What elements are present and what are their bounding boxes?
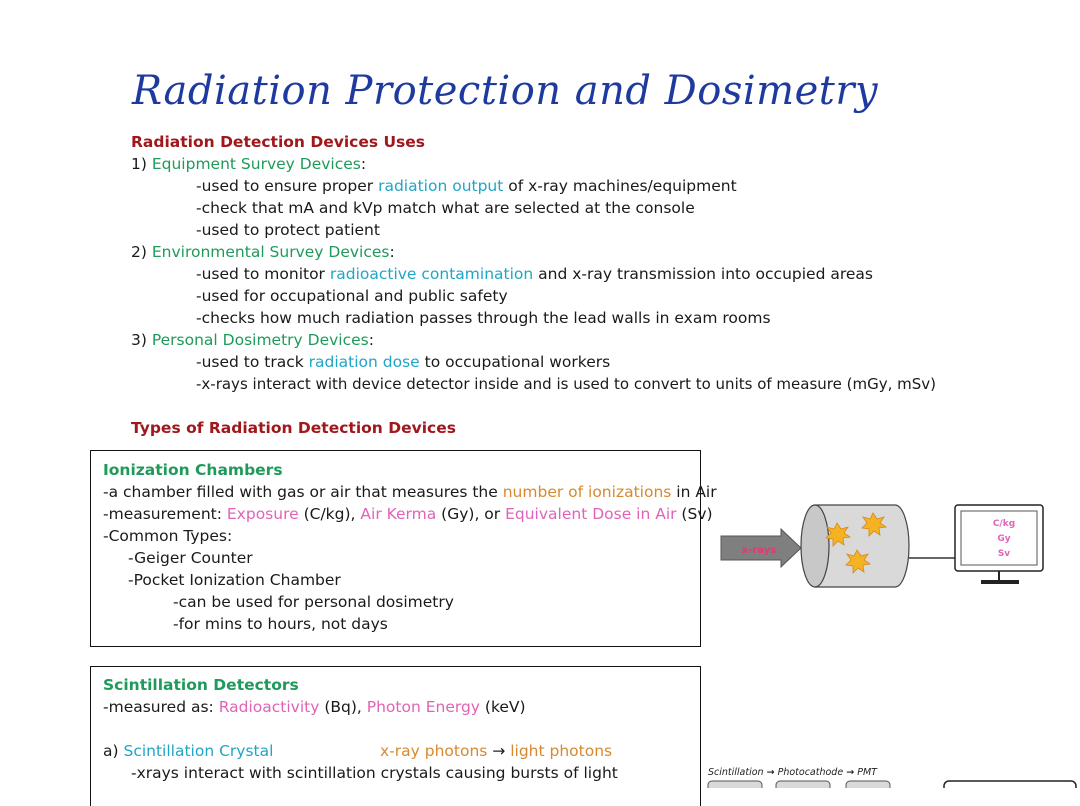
item-name: Environmental Survey Devices xyxy=(151,243,390,261)
scintillation-conversion xyxy=(380,741,612,761)
scintillation-heading: Scintillation Detectors xyxy=(103,676,299,694)
unit: (C/kg), xyxy=(298,505,361,523)
uses-item-2-bullet-1 xyxy=(196,264,873,284)
scint-crystal-shape xyxy=(708,781,762,788)
caption-scintillation: Scintillation xyxy=(708,767,764,778)
text: -measurement: xyxy=(103,505,227,523)
item-colon: : xyxy=(389,243,395,261)
ionization-line-2 xyxy=(103,504,713,524)
uses-item-2 xyxy=(131,242,395,262)
item-colon: : xyxy=(360,155,367,173)
text-end: in Air xyxy=(671,483,717,501)
monitor-stand xyxy=(981,580,1019,584)
scintillation-line-1 xyxy=(103,697,526,717)
from-label: x-ray photons xyxy=(380,742,488,760)
item-name: Equipment Survey Devices xyxy=(151,155,361,173)
uses-item-2-bullet-2: -used for occupational and public safety xyxy=(196,287,508,305)
uses-item-3 xyxy=(131,330,374,350)
xray-arrow-label: x-rays xyxy=(741,545,777,556)
bullet-text: -used to ensure proper xyxy=(196,177,379,195)
unit: (Gy), or xyxy=(436,505,506,523)
types-heading: Types of Radiation Detection Devices xyxy=(131,419,456,437)
exposure-label: Exposure xyxy=(226,505,299,523)
air-kerma-label: Air Kerma xyxy=(360,505,437,523)
text: -measured as: xyxy=(103,698,219,716)
ionization-line-6: -can be used for personal dosimetry xyxy=(173,593,454,611)
unit: (Sv) xyxy=(676,505,713,523)
scint-diagram-shapes xyxy=(700,778,1080,788)
scintillation-crystal-desc: -xrays interact with scintillation crystals causing bursts of light xyxy=(131,764,618,782)
ionization-diagram xyxy=(715,495,1080,595)
item-colon: : xyxy=(368,331,374,349)
ionization-line-7: -for mins to hours, not days xyxy=(173,615,388,633)
equiv-dose-label: Equivalent Dose in Air xyxy=(505,505,677,523)
crystal-name: Scintillation Crystal xyxy=(123,742,274,760)
item-number: 2) xyxy=(131,243,152,261)
bullet-text-end: and x-ray transmission into occupied areas xyxy=(533,265,873,283)
uses-heading: Radiation Detection Devices Uses xyxy=(131,133,426,151)
monitor-unit-2: Gy xyxy=(997,534,1011,544)
caption-photocathode: Photocathode xyxy=(777,767,844,778)
unit: (Bq), xyxy=(319,698,367,716)
bullet-text: -used to monitor xyxy=(196,265,330,283)
bullet-highlight: radiation output xyxy=(378,177,504,195)
arrow-right-icon: → xyxy=(846,767,855,778)
item-number: 1) xyxy=(131,155,152,173)
text: -a chamber filled with gas or air that measures the xyxy=(103,483,503,501)
output-monitor-shape xyxy=(944,781,1076,788)
photocathode-shape xyxy=(776,781,830,788)
highlight: number of ionizations xyxy=(502,483,672,501)
caption-pmt: PMT xyxy=(857,767,877,778)
ionization-heading: Ionization Chambers xyxy=(103,461,283,479)
bullet-text-end: of x-ray machines/equipment xyxy=(503,177,737,195)
monitor-unit-1: C/kg xyxy=(992,519,1016,529)
uses-item-1-bullet-1 xyxy=(196,176,737,196)
uses-item-1 xyxy=(131,154,366,174)
radioactivity-label: Radioactivity xyxy=(218,698,320,716)
bullet-text-end: to occupational workers xyxy=(419,353,611,371)
arrow-right-icon: → xyxy=(766,767,775,778)
pmt-shape xyxy=(846,781,890,788)
item-name: Personal Dosimetry Devices xyxy=(151,331,369,349)
arrow-right-icon: → xyxy=(492,742,506,760)
chamber-end xyxy=(801,505,829,587)
to-label: light photons xyxy=(510,742,613,760)
scintillation-crystal-line xyxy=(103,741,273,761)
ionization-line-4: -Geiger Counter xyxy=(128,549,253,567)
ionization-line-3: -Common Types: xyxy=(103,527,233,545)
page-title: Radiation Protection and Dosimetry xyxy=(132,68,879,114)
unit: (keV) xyxy=(479,698,526,716)
monitor-unit-3: Sv xyxy=(997,549,1011,559)
item-number: 3) xyxy=(131,331,152,349)
ionization-line-1 xyxy=(103,482,717,502)
photon-energy-label: Photon Energy xyxy=(366,698,480,716)
bullet-highlight: radiation dose xyxy=(308,353,420,371)
uses-item-3-bullet-2: -x-rays interact with device detector inside and is used to convert to units of measure (mGy, mSv) xyxy=(196,375,936,393)
bullet-text: -used to track xyxy=(196,353,309,371)
bullet-highlight: radioactive contamination xyxy=(329,265,534,283)
item-number: a) xyxy=(103,742,124,760)
uses-item-3-bullet-1 xyxy=(196,352,610,372)
uses-item-2-bullet-3: -checks how much radiation passes through the lead walls in exam rooms xyxy=(196,309,771,327)
uses-item-1-bullet-2: -check that mA and kVp match what are selected at the console xyxy=(196,199,695,217)
uses-item-1-bullet-3: -used to protect patient xyxy=(196,221,380,239)
ionization-line-5: -Pocket Ionization Chamber xyxy=(128,571,341,589)
